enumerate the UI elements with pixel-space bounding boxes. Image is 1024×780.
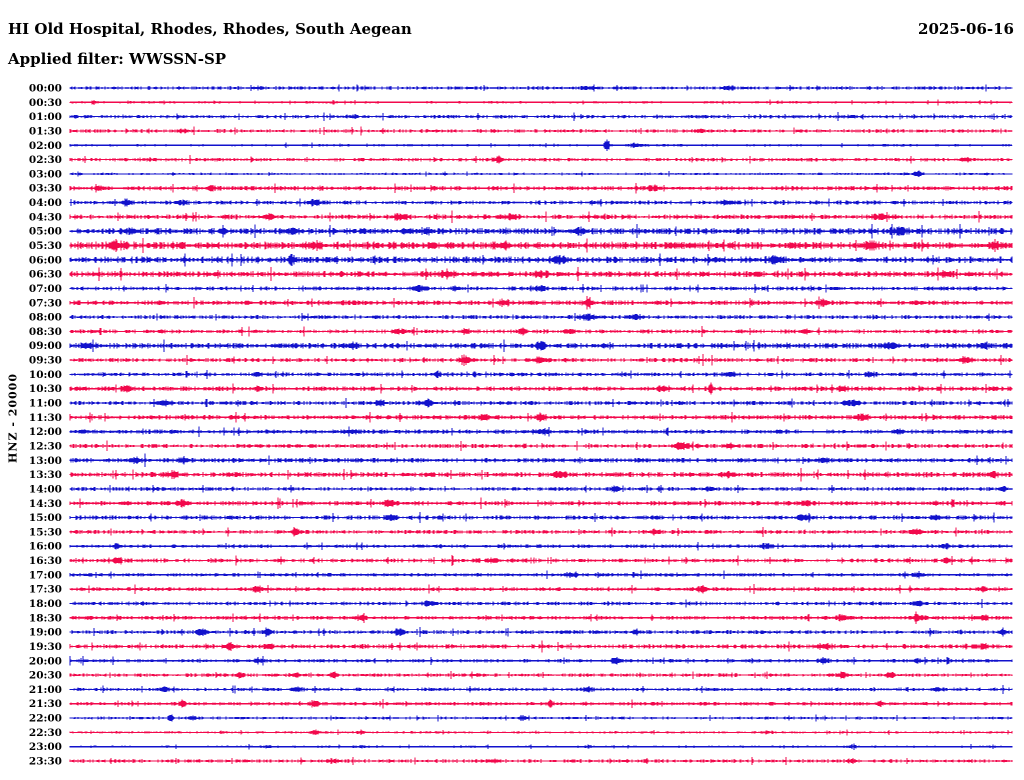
- seismo-trace-19:00: [70, 627, 1012, 637]
- seismo-trace-00:00: [70, 84, 1012, 91]
- seismo-trace-12:00: [70, 427, 1012, 437]
- time-label-11:30: 11:30: [28, 411, 62, 424]
- time-label-16:00: 16:00: [28, 540, 62, 553]
- time-label-15:00: 15:00: [28, 512, 62, 525]
- seismo-trace-15:00: [70, 512, 1012, 523]
- time-label-18:30: 18:30: [28, 612, 62, 625]
- seismo-trace-02:30: [70, 155, 1012, 164]
- seismo-trace-06:00: [70, 253, 1012, 266]
- seismo-trace-09:00: [70, 339, 1012, 352]
- time-label-08:30: 08:30: [28, 325, 62, 338]
- time-label-17:00: 17:00: [28, 569, 62, 582]
- seismo-trace-05:00: [70, 224, 1012, 239]
- seismo-trace-14:30: [70, 497, 1012, 509]
- channel-scale-label: HNZ - 20000: [6, 373, 20, 463]
- time-label-13:30: 13:30: [28, 469, 62, 482]
- seismo-trace-10:00: [70, 370, 1012, 379]
- seismo-trace-22:30: [70, 729, 1012, 735]
- seismo-trace-15:30: [70, 527, 1012, 537]
- time-label-20:30: 20:30: [28, 669, 62, 682]
- time-label-12:00: 12:00: [28, 426, 62, 439]
- seismo-trace-19:30: [70, 641, 1012, 653]
- time-label-09:30: 09:30: [28, 354, 62, 367]
- station-title: HI Old Hospital, Rhodes, Rhodes, South Aegean: [8, 20, 412, 38]
- seismo-trace-01:00: [70, 112, 1012, 121]
- seismo-trace-10:30: [70, 383, 1012, 395]
- seismo-trace-04:30: [70, 211, 1012, 224]
- seismo-trace-16:30: [70, 555, 1012, 566]
- time-label-13:00: 13:00: [28, 454, 62, 467]
- seismo-trace-17:30: [70, 584, 1012, 594]
- time-label-22:30: 22:30: [28, 726, 62, 739]
- time-label-11:00: 11:00: [28, 397, 62, 410]
- seismo-trace-02:00: [70, 140, 1012, 151]
- seismo-trace-11:00: [70, 398, 1012, 408]
- seismo-trace-13:30: [70, 468, 1012, 481]
- time-label-22:00: 22:00: [28, 712, 62, 725]
- seismo-trace-07:30: [70, 296, 1012, 309]
- seismo-trace-11:30: [70, 412, 1012, 423]
- time-label-03:30: 03:30: [28, 182, 62, 195]
- seismo-trace-18:00: [70, 599, 1012, 608]
- seismo-trace-04:00: [70, 199, 1012, 207]
- time-label-00:00: 00:00: [28, 82, 62, 95]
- time-label-20:00: 20:00: [28, 655, 62, 668]
- time-label-23:30: 23:30: [28, 755, 62, 768]
- seismo-trace-09:30: [70, 354, 1012, 366]
- time-label-04:30: 04:30: [28, 211, 62, 224]
- seismo-trace-22:00: [70, 715, 1012, 722]
- time-label-14:30: 14:30: [28, 497, 62, 510]
- seismo-trace-12:30: [70, 441, 1012, 452]
- time-label-17:30: 17:30: [28, 583, 62, 596]
- seismo-trace-07:00: [70, 284, 1012, 293]
- time-label-19:30: 19:30: [28, 640, 62, 653]
- time-label-19:00: 19:00: [28, 626, 62, 639]
- seismo-trace-08:30: [70, 326, 1012, 337]
- seismo-trace-00:30: [70, 99, 1012, 105]
- time-label-09:00: 09:00: [28, 340, 62, 353]
- seismo-trace-08:00: [70, 313, 1012, 321]
- time-label-07:30: 07:30: [28, 297, 62, 310]
- time-label-02:30: 02:30: [28, 154, 62, 167]
- time-label-06:30: 06:30: [28, 268, 62, 281]
- seismo-trace-03:30: [70, 183, 1012, 193]
- time-label-05:00: 05:00: [28, 225, 62, 238]
- seismo-trace-21:30: [70, 699, 1012, 708]
- time-label-06:00: 06:00: [28, 254, 62, 267]
- applied-filter-label: Applied filter: WWSSN-SP: [8, 50, 227, 68]
- time-label-10:30: 10:30: [28, 383, 62, 396]
- time-label-04:00: 04:00: [28, 197, 62, 210]
- time-label-21:00: 21:00: [28, 683, 62, 696]
- seismo-trace-01:30: [70, 127, 1012, 136]
- time-label-07:00: 07:00: [28, 283, 62, 295]
- seismo-trace-20:30: [70, 671, 1012, 679]
- time-label-00:30: 00:30: [28, 96, 62, 109]
- seismo-trace-16:00: [70, 542, 1012, 551]
- seismo-trace-18:30: [70, 612, 1012, 624]
- seismo-trace-13:00: [70, 454, 1012, 467]
- time-label-16:30: 16:30: [28, 555, 62, 567]
- seismo-trace-23:30: [70, 757, 1012, 765]
- time-label-18:00: 18:00: [28, 598, 62, 610]
- time-label-12:30: 12:30: [28, 440, 62, 453]
- time-label-03:00: 03:00: [28, 168, 62, 181]
- seismo-trace-06:30: [70, 267, 1012, 281]
- time-label-05:30: 05:30: [28, 240, 62, 252]
- time-label-21:30: 21:30: [28, 698, 62, 711]
- time-label-15:30: 15:30: [28, 526, 62, 539]
- seismo-trace-21:00: [70, 685, 1012, 694]
- seismo-trace-14:00: [70, 485, 1012, 493]
- seismo-trace-17:00: [70, 571, 1012, 580]
- seismo-trace-05:30: [70, 238, 1012, 253]
- seismo-trace-03:00: [70, 171, 1012, 178]
- time-label-10:00: 10:00: [28, 368, 62, 381]
- seismo-trace-20:00: [70, 656, 1012, 666]
- time-label-08:00: 08:00: [28, 311, 62, 324]
- time-label-01:30: 01:30: [28, 125, 62, 138]
- time-label-23:00: 23:00: [28, 741, 62, 754]
- time-label-01:00: 01:00: [28, 111, 62, 124]
- seismo-trace-23:00: [70, 743, 1012, 750]
- date-label: 2025-06-16: [918, 20, 1014, 38]
- time-label-02:00: 02:00: [28, 139, 62, 152]
- time-label-14:00: 14:00: [28, 483, 62, 496]
